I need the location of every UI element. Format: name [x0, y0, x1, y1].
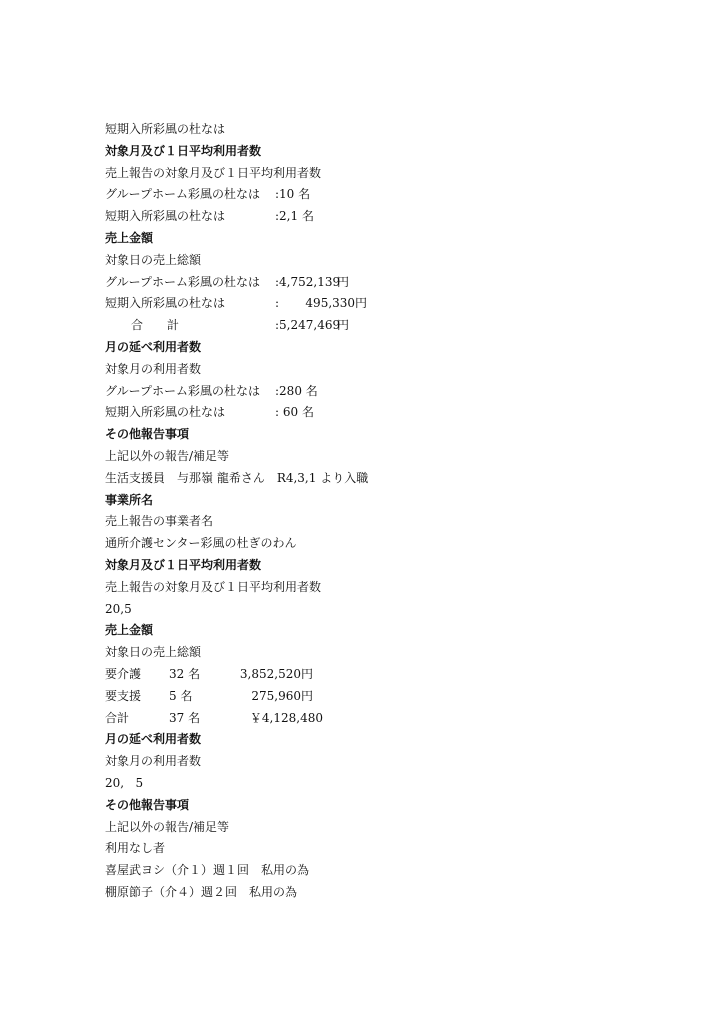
row-value: ￥4,128,480 — [249, 710, 323, 725]
text-line: 20, 5 — [105, 775, 144, 790]
row-label: 短期入所彩風の杜なは — [105, 209, 226, 224]
row-value: 3,852,520 — [239, 666, 301, 681]
non-user-heading — [105, 838, 665, 860]
user-count: 37 名 — [169, 710, 201, 725]
colon: : — [275, 405, 280, 420]
avg-users-group-home-row — [105, 184, 665, 206]
row-label: グループホーム彩風の杜なは — [105, 274, 261, 289]
section-heading-other-reports-2 — [105, 795, 665, 817]
text-line: 対象月の利用者数 — [105, 361, 202, 376]
section-heading-other-reports — [105, 424, 665, 446]
facility-name-short-stay — [105, 119, 665, 141]
currency-unit: 円 — [301, 666, 314, 681]
field-label — [105, 817, 665, 839]
text-line: 通所介護センター彩風の杜ぎのわん — [105, 536, 297, 551]
business-name-value — [105, 533, 665, 555]
row-value: 280 名 — [279, 383, 318, 398]
row-label: 合 計 — [131, 318, 180, 333]
currency-unit: 円 — [355, 296, 368, 311]
text-line: 売上報告の事業者名 — [105, 514, 214, 529]
field-label — [105, 359, 665, 381]
text-line: 対象日の売上総額 — [105, 252, 202, 267]
row-label: 要介護 — [105, 666, 142, 681]
non-user-entry — [105, 882, 665, 904]
heading-text: 対象月及び１日平均利用者数 — [105, 143, 262, 158]
currency-unit: 円 — [301, 688, 314, 703]
field-label — [105, 511, 665, 533]
heading-text: 事業所名 — [105, 492, 154, 507]
currency-unit: 円 — [337, 274, 350, 289]
text-line: 短期入所彩風の杜なは — [105, 122, 226, 136]
heading-text: 対象月及び１日平均利用者数 — [105, 557, 262, 572]
heading-text: 月の延べ利用者数 — [105, 732, 202, 747]
section-heading-monthly-avg-users — [105, 141, 665, 163]
text-line: 上記以外の報告/補足等 — [105, 819, 230, 834]
section-heading-business-name — [105, 490, 665, 512]
text-line: 上記以外の報告/補足等 — [105, 448, 230, 463]
row-value: 60 名 — [279, 405, 314, 420]
field-label — [105, 751, 665, 773]
row-label: グループホーム彩風の杜なは — [105, 187, 261, 202]
row-label: 短期入所彩風の杜なは — [105, 405, 226, 420]
row-label: 要支援 — [105, 688, 142, 703]
row-value: 275,960 — [251, 688, 301, 703]
document-body — [105, 119, 665, 904]
total-users-group-home-row — [105, 381, 665, 403]
row-label: 合計 — [105, 710, 130, 725]
sales-support-needed-row — [105, 686, 665, 708]
section-heading-monthly-total-users — [105, 337, 665, 359]
section-heading-sales-amount-2 — [105, 620, 665, 642]
row-value: 4,752,139 — [279, 274, 341, 289]
row-label: 短期入所彩風の杜なは — [105, 296, 226, 311]
currency-unit: 円 — [337, 318, 350, 333]
heading-text: 月の延べ利用者数 — [105, 339, 202, 354]
avg-users-value — [105, 599, 665, 621]
sales-short-stay-row — [105, 293, 665, 315]
user-count: 32 名 — [169, 666, 201, 681]
field-label — [105, 250, 665, 272]
avg-users-short-stay-row — [105, 206, 665, 228]
colon: : — [275, 187, 280, 202]
colon: : — [275, 274, 280, 289]
text-line: 棚原節子（介４）週２回 私用の為 — [105, 884, 298, 899]
text-line: 対象日の売上総額 — [105, 645, 202, 660]
text-line: 生活支援員 与那嶺 龍希さん R4,3,1 より入職 — [105, 470, 369, 485]
colon: : — [275, 318, 280, 333]
other-report-note — [105, 468, 665, 490]
sales-group-home-row — [105, 272, 665, 294]
sales-total-row-2 — [105, 708, 665, 730]
total-users-short-stay-row — [105, 402, 665, 424]
text-line: 20,5 — [105, 601, 132, 616]
section-heading-monthly-total-users-2 — [105, 729, 665, 751]
row-value: 495,330 — [305, 296, 356, 311]
total-users-value — [105, 773, 665, 795]
colon: : — [275, 383, 280, 398]
field-label — [105, 163, 665, 185]
section-heading-sales-amount — [105, 228, 665, 250]
field-label — [105, 577, 665, 599]
non-user-entry — [105, 860, 665, 882]
text-line: 売上報告の対象月及び１日平均利用者数 — [105, 165, 322, 180]
colon: : — [275, 209, 280, 224]
row-value: 2,1 名 — [279, 209, 314, 224]
text-line: 喜屋武ヨシ（介１）週１回 私用の為 — [105, 863, 310, 878]
user-count: 5 名 — [169, 688, 193, 703]
text-line: 利用なし者 — [105, 841, 166, 856]
field-label — [105, 642, 665, 664]
heading-text: その他報告事項 — [105, 427, 190, 442]
row-label: グループホーム彩風の杜なは — [105, 383, 261, 398]
text-line: 売上報告の対象月及び１日平均利用者数 — [105, 579, 322, 594]
text-line: 対象月の利用者数 — [105, 754, 202, 769]
field-label — [105, 446, 665, 468]
heading-text: その他報告事項 — [105, 797, 190, 812]
heading-text: 売上金額 — [105, 623, 154, 638]
sales-care-needed-row — [105, 664, 665, 686]
colon: : — [275, 296, 280, 311]
sales-total-row — [105, 315, 665, 337]
row-value: 5,247,469 — [279, 318, 341, 333]
section-heading-monthly-avg-users-2 — [105, 555, 665, 577]
row-value: 10 名 — [279, 187, 311, 202]
heading-text: 売上金額 — [105, 230, 154, 245]
